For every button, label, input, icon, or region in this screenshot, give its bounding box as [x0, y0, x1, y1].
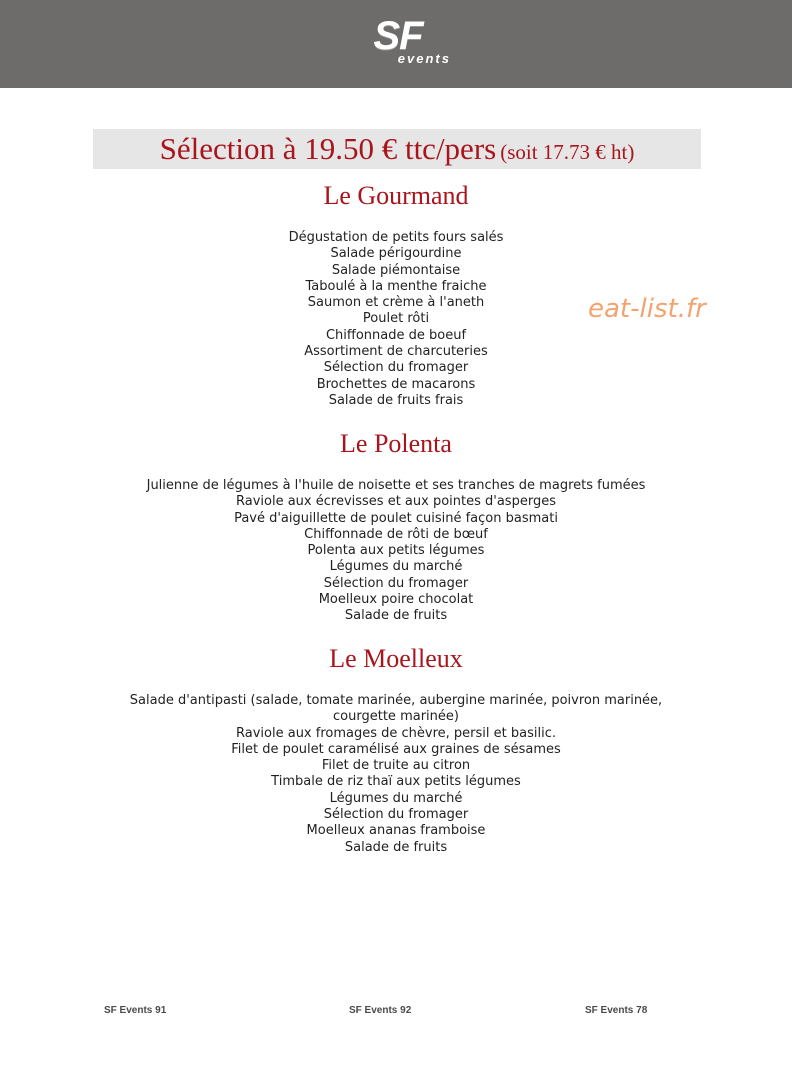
- list-item: Saumon et crème à l'aneth: [307, 295, 485, 311]
- list-item: Moelleux poire chocolat: [318, 592, 474, 608]
- menu-title-moelleux: Le Moelleux: [329, 644, 463, 673]
- menu-items-polenta: [0, 478, 792, 625]
- list-item: Raviole aux écrevisses et aux pointes d'asperges: [236, 494, 556, 510]
- list-item: Julienne de légumes à l'huile de noisette et ses tranches de magrets fumées: [146, 478, 646, 493]
- price-title-ht: (soit 17.73 € ht): [500, 140, 635, 164]
- footer-sf-events-92: SF Events 92: [349, 1005, 412, 1016]
- list-item: Moelleux ananas framboise: [306, 823, 486, 839]
- menu-items-gourmand: [0, 230, 792, 409]
- list-item: Salade de fruits: [344, 839, 448, 855]
- list-item: Polenta aux petits légumes: [307, 543, 485, 559]
- list-item: Salade périgourdine: [330, 246, 462, 262]
- list-item: Brochettes de macarons: [316, 376, 476, 392]
- logo-sub-text: events: [397, 51, 451, 66]
- list-item: Légumes du marché: [329, 559, 463, 575]
- list-item: Taboulé à la menthe fraiche: [305, 278, 487, 294]
- menu-title-polenta: Le Polenta: [340, 429, 452, 458]
- list-item: Sélection du fromager: [323, 575, 469, 591]
- menu-items-moelleux: [110, 693, 682, 856]
- footer-sf-events-78: SF Events 78: [585, 1005, 648, 1016]
- list-item: Salade d'antipasti (salade, tomate marinée, aubergine marinée, poivron marinée, courgette marinée): [129, 693, 663, 725]
- list-item: Salade de fruits frais: [328, 392, 464, 408]
- watermark-text: eat-list.fr: [588, 294, 706, 324]
- footer-sf-events-91: SF Events 91: [104, 1005, 167, 1016]
- list-item: Chiffonnade de boeuf: [325, 327, 467, 343]
- list-item: Filet de poulet caramélisé aux graines de sésames: [231, 741, 561, 757]
- list-item: Poulet rôti: [362, 311, 430, 327]
- list-item: Filet de truite au citron: [321, 758, 471, 774]
- price-title: Sélection à 19.50 € ttc/pers: [159, 131, 497, 166]
- list-item: Dégustation de petits fours salés: [288, 230, 504, 245]
- list-item: Salade de fruits: [344, 608, 448, 624]
- list-item: Raviole aux fromages de chèvre, persil et basilic.: [236, 725, 556, 741]
- list-item: Pavé d'aiguillette de poulet cuisiné façon basmati: [234, 510, 558, 526]
- page-header: [0, 0, 792, 88]
- logo-main-text: SF: [373, 14, 423, 58]
- list-item: Salade piémontaise: [331, 262, 461, 278]
- list-item: Sélection du fromager: [323, 807, 469, 823]
- menu-title-gourmand: Le Gourmand: [323, 181, 469, 210]
- list-item: Assortiment de charcuteries: [304, 344, 488, 360]
- price-title-bar: [93, 129, 701, 169]
- list-item: Chiffonnade de rôti de bœuf: [304, 526, 488, 542]
- list-item: Sélection du fromager: [323, 360, 469, 376]
- sf-events-logo: [343, 14, 453, 68]
- list-item: Légumes du marché: [329, 790, 463, 806]
- list-item: Timbale de riz thaï aux petits légumes: [271, 774, 521, 790]
